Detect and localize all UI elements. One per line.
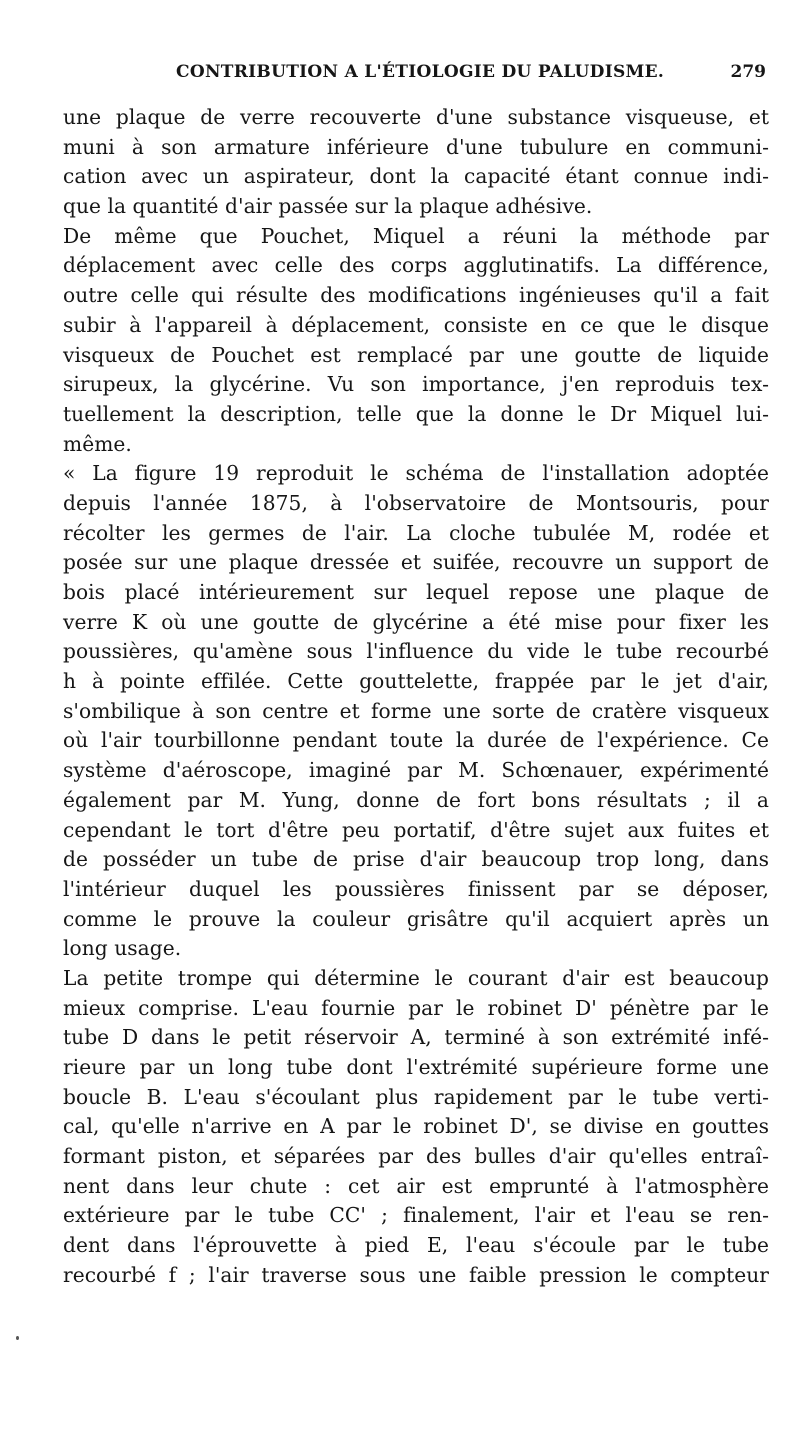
text-line: cal, qu'elle n'arrive en A par le robinet D', se divise en gouttes bbox=[63, 1114, 769, 1139]
text-line: de posséder un tube de prise d'air beaucoup trop long, dans bbox=[63, 847, 769, 872]
margin-speck bbox=[16, 1336, 19, 1340]
text-line: même. bbox=[63, 431, 132, 456]
text-line: bois placé intérieurement sur lequel repose une plaque de bbox=[63, 580, 769, 604]
text-line: sirupeux, la glycérine. Vu son importance, j'en reproduis tex- bbox=[63, 372, 769, 397]
text-line: s'ombilique à son centre et forme une sorte de cratère visqueux bbox=[63, 698, 769, 723]
text-line: depuis l'année 1875, à l'observatoire de Montsouris, pour bbox=[63, 490, 769, 515]
text-line: nent dans leur chute : cet air est emprunté à l'atmosphère bbox=[63, 1173, 769, 1198]
text-line: formant piston, et séparées par des bulles d'air qu'elles entraî- bbox=[63, 1144, 769, 1169]
page-number: 279 bbox=[730, 62, 766, 82]
text-line: dent dans l'éprouvette à pied E, l'eau s'écoule par le tube bbox=[63, 1233, 769, 1258]
text-line: l'intérieur duquel les poussières finissent par se déposer, bbox=[63, 876, 769, 901]
body-text bbox=[63, 103, 769, 1291]
text-line: déplacement avec celle des corps agglutinatifs. La différence, bbox=[63, 253, 769, 278]
text-line: long usage. bbox=[63, 936, 182, 961]
text-line: que la quantité d'air passée sur la plaque adhésive. bbox=[63, 194, 593, 219]
text-line: poussières, qu'amène sous l'influence du vide le tube recourbé bbox=[63, 639, 769, 664]
running-head: CONTRIBUTION A L'ÉTIOLOGIE DU PALUDISME. bbox=[176, 62, 665, 82]
text-line: cependant le tort d'être peu portatif, d'être sujet aux fuites et bbox=[63, 817, 769, 842]
text-line: où l'air tourbillonne pendant toute la durée de l'expérience. Ce bbox=[63, 728, 769, 753]
text-line: De même que Pouchet, Miquel a réuni la méthode par bbox=[63, 223, 769, 248]
text-line: « La figure 19 reproduit le schéma de l'installation adoptée bbox=[63, 461, 769, 486]
text-line: système d'aéroscope, imaginé par M. Schœnauer, expérimenté bbox=[63, 758, 769, 783]
text-line: recourbé f ; l'air traverse sous une faible pression le compteur bbox=[63, 1262, 769, 1287]
text-line: posée sur une plaque dressée et suifée, recouvre un support de bbox=[63, 550, 769, 575]
page-header bbox=[60, 62, 766, 88]
text-line: une plaque de verre recouverte d'une substance visqueuse, et bbox=[63, 105, 769, 129]
text-line: boucle B. L'eau s'écoulant plus rapidement par le tube verti- bbox=[63, 1084, 769, 1109]
text-line: visqueux de Pouchet est remplacé par une goutte de liquide bbox=[63, 342, 769, 367]
text-line: extérieure par le tube CC' ; finalement, l'air et l'eau se ren- bbox=[63, 1203, 769, 1228]
text-line: comme le prouve la couleur grisâtre qu'il acquiert après un bbox=[63, 906, 769, 931]
text-line: verre K où une goutte de glycérine a été mise pour fixer les bbox=[63, 609, 769, 634]
text-line: subir à l'appareil à déplacement, consiste en ce que le disque bbox=[63, 312, 769, 337]
text-line: également par M. Yung, donne de fort bons résultats ; il a bbox=[63, 787, 769, 812]
text-line: La petite trompe qui détermine le courant d'air est beaucoup bbox=[63, 965, 769, 990]
text-line: récolter les germes de l'air. La cloche tubulée M, rodée et bbox=[63, 520, 769, 545]
text-line: tuellement la description, telle que la donne le Dr Miquel lui- bbox=[63, 401, 769, 426]
text-line: cation avec un aspirateur, dont la capacité étant connue indi- bbox=[63, 164, 769, 189]
text-line: outre celle qui résulte des modifications ingénieuses qu'il a fait bbox=[63, 283, 769, 308]
text-line: h à pointe effilée. Cette gouttelette, frappée par le jet d'air, bbox=[63, 669, 769, 694]
text-line: rieure par un long tube dont l'extrémité supérieure forme une bbox=[63, 1055, 769, 1079]
text-line: mieux comprise. L'eau fournie par le robinet D' pénètre par le bbox=[63, 995, 769, 1020]
text-line: muni à son armature inférieure d'une tubulure en communi- bbox=[63, 134, 769, 159]
text-line: tube D dans le petit réservoir A, terminé à son extrémité infé- bbox=[63, 1025, 769, 1050]
